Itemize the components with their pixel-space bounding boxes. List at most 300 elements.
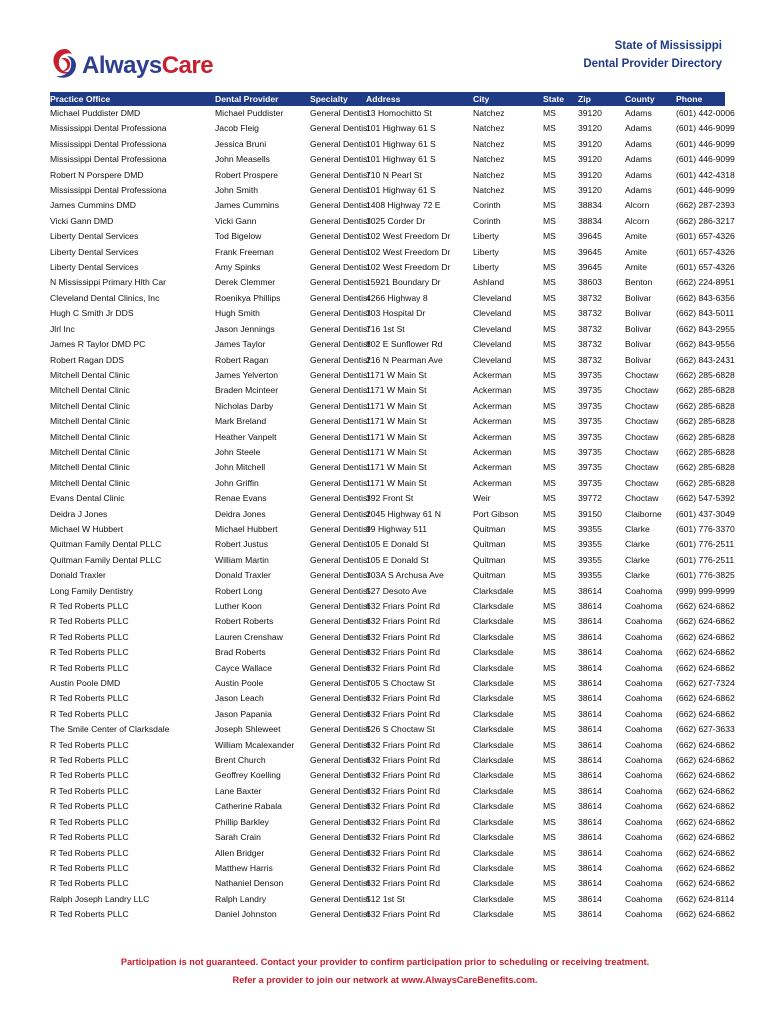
cell-dental-provider: Deidra Jones (215, 508, 266, 519)
cell-zip: 38614 (578, 755, 602, 766)
cell-address: 512 1st St (366, 893, 405, 904)
cell-state: MS (543, 693, 556, 704)
cell-zip: 39645 (578, 246, 602, 257)
cell-specialty: General Dentist (310, 308, 370, 319)
logo-swirl-icon (50, 46, 80, 82)
cell-phone: (662) 285-6828 (676, 477, 735, 488)
cell-practice-office: Mitchell Dental Clinic (50, 400, 130, 411)
cell-dental-provider: Luther Koon (215, 601, 262, 611)
cell-address: 632 Friars Point Rd (366, 631, 441, 642)
cell-city: Natchez (473, 169, 505, 180)
cell-practice-office: Michael W Hubbert (50, 523, 124, 534)
cell-city: Cleveland (473, 308, 512, 319)
cell-dental-provider: Tod Bigelow (215, 231, 262, 242)
cell-state: MS (543, 862, 556, 873)
cell-address: 1171 W Main St (366, 462, 427, 473)
table-row (50, 353, 725, 368)
cell-dental-provider: Jacob Fleig (215, 123, 259, 134)
cell-phone: (662) 624-6862 (676, 862, 735, 873)
table-row (50, 599, 725, 614)
cell-zip: 39735 (578, 369, 602, 380)
cell-practice-office: Mississippi Dental Professiona (50, 123, 167, 134)
cell-phone: (601) 442-4318 (676, 169, 735, 180)
cell-phone: (662) 547-5392 (676, 493, 735, 504)
participation-disclaimer: Participation is not guaranteed. Contact your provider to confirm participation prior to scheduling or receiving treatment. (120, 957, 650, 967)
cell-specialty: General Dentist (310, 847, 370, 858)
cell-city: Ackerman (473, 462, 512, 473)
cell-address: 1171 W Main St (366, 431, 427, 442)
column-header-phone: Phone (676, 92, 725, 106)
cell-phone: (662) 287-2393 (676, 200, 735, 211)
cell-address: 15921 Boundary Dr (366, 277, 441, 288)
table-row (50, 260, 725, 275)
cell-dental-provider: Donald Traxler (215, 570, 271, 581)
cell-state: MS (543, 801, 556, 812)
cell-specialty: General Dentist (310, 323, 370, 334)
cell-county: Bolivar (625, 292, 652, 303)
cell-city: Ackerman (473, 477, 512, 488)
cell-specialty: General Dentist (310, 662, 370, 673)
cell-county: Alcorn (625, 200, 650, 211)
cell-state: MS (543, 231, 556, 242)
cell-zip: 38614 (578, 816, 602, 827)
table-row (50, 491, 725, 506)
cell-practice-office: Jlrl Inc (50, 323, 75, 334)
column-header-address: Address (366, 92, 473, 106)
cell-phone: (662) 286-3217 (676, 215, 735, 226)
cell-county: Bolivar (625, 339, 652, 350)
cell-city: Clarksdale (473, 832, 514, 843)
cell-state: MS (543, 785, 556, 796)
cell-specialty: General Dentist (310, 909, 370, 920)
cell-state: MS (543, 493, 556, 504)
cell-practice-office: James Cummins DMD (50, 200, 136, 211)
cell-county: Adams (625, 169, 652, 180)
cell-specialty: General Dentist (310, 185, 370, 196)
cell-state: MS (543, 262, 556, 273)
cell-specialty: General Dentist (310, 292, 370, 303)
cell-dental-provider: Jason Jennings (215, 323, 275, 334)
cell-dental-provider: Matthew Harris (215, 862, 273, 873)
cell-address: 99 Highway 511 (366, 523, 427, 534)
cell-zip: 38614 (578, 832, 602, 843)
cell-phone: (662) 624-6862 (676, 770, 735, 781)
cell-city: Clarksdale (473, 708, 514, 719)
cell-state: MS (543, 369, 556, 380)
cell-phone: (601) 446-9099 (676, 185, 735, 196)
cell-state: MS (543, 123, 556, 134)
cell-county: Choctaw (625, 431, 659, 442)
cell-county: Choctaw (625, 369, 659, 380)
cell-city: Clarksdale (473, 647, 514, 658)
column-header-practice-office: Practice Office (50, 92, 215, 106)
cell-county: Bolivar (625, 323, 652, 334)
cell-practice-office: Mitchell Dental Clinic (50, 431, 130, 442)
cell-phone: (662) 843-2955 (676, 323, 735, 334)
cell-dental-provider: Jason Leach (215, 693, 264, 704)
cell-state: MS (543, 554, 556, 565)
table-row (50, 568, 725, 583)
cell-specialty: General Dentist (310, 277, 370, 288)
cell-address: 1171 W Main St (366, 369, 427, 380)
cell-address: 632 Friars Point Rd (366, 739, 441, 750)
cell-state: MS (543, 770, 556, 781)
cell-dental-provider: Daniel Johnston (215, 909, 277, 920)
table-row (50, 830, 725, 845)
cell-zip: 39735 (578, 416, 602, 427)
cell-specialty: General Dentist (310, 369, 370, 380)
cell-practice-office: N Mississippi Primary Hlth Car (50, 277, 167, 288)
cell-zip: 38614 (578, 601, 602, 611)
cell-city: Liberty (473, 246, 499, 257)
cell-city: Quitman (473, 523, 506, 534)
table-row (50, 507, 725, 522)
cell-county: Amite (625, 246, 647, 257)
cell-specialty: General Dentist (310, 231, 370, 242)
cell-city: Weir (473, 493, 491, 504)
cell-city: Quitman (473, 554, 506, 565)
table-row (50, 645, 725, 660)
cell-dental-provider: Catherine Rabala (215, 801, 282, 812)
cell-zip: 39120 (578, 154, 602, 165)
cell-phone: (601) 776-2511 (676, 554, 735, 565)
cell-city: Clarksdale (473, 801, 514, 812)
alwayscare-logo (50, 44, 214, 90)
cell-address: 101 Highway 61 S (366, 138, 436, 149)
table-row (50, 152, 725, 167)
cell-phone: (662) 843-5011 (676, 308, 735, 319)
cell-address: 303A S Archusa Ave (366, 570, 444, 581)
cell-state: MS (543, 647, 556, 658)
table-row (50, 753, 725, 768)
cell-dental-provider: Heather Vanpelt (215, 431, 277, 442)
cell-practice-office: Robert N Porspere DMD (50, 169, 144, 180)
cell-specialty: General Dentist (310, 893, 370, 904)
table-row (50, 630, 725, 645)
cell-specialty: General Dentist (310, 708, 370, 719)
cell-dental-provider: Hugh Smith (215, 308, 260, 319)
cell-state: MS (543, 339, 556, 350)
cell-zip: 38614 (578, 878, 602, 889)
cell-county: Adams (625, 123, 652, 134)
cell-county: Coahoma (625, 893, 663, 904)
cell-zip: 39645 (578, 262, 602, 273)
cell-dental-provider: Mark Breland (215, 416, 267, 427)
cell-phone: (662) 285-6828 (676, 416, 735, 427)
cell-county: Coahoma (625, 601, 663, 611)
logo-wordmark (82, 52, 213, 80)
cell-address: 632 Friars Point Rd (366, 770, 441, 781)
cell-practice-office: Vicki Gann DMD (50, 215, 114, 226)
cell-zip: 38614 (578, 708, 602, 719)
cell-dental-provider: Robert Roberts (215, 616, 274, 627)
cell-zip: 38614 (578, 631, 602, 642)
cell-address: 1171 W Main St (366, 385, 427, 396)
cell-specialty: General Dentist (310, 108, 370, 118)
cell-phone: (601) 446-9099 (676, 123, 735, 134)
cell-dental-provider: James Taylor (215, 339, 266, 350)
cell-specialty: General Dentist (310, 262, 370, 273)
cell-county: Coahoma (625, 647, 663, 658)
cell-dental-provider: Geoffrey Koelling (215, 770, 281, 781)
cell-county: Coahoma (625, 724, 663, 735)
cell-practice-office: R Ted Roberts PLLC (50, 647, 129, 658)
cell-address: 1171 W Main St (366, 416, 427, 427)
cell-county: Adams (625, 108, 652, 118)
cell-practice-office: R Ted Roberts PLLC (50, 909, 129, 920)
cell-state: MS (543, 108, 556, 118)
document-title-state: State of Mississippi (614, 40, 722, 52)
cell-address: 13 Homochitto St (366, 108, 432, 118)
cell-city: Clarksdale (473, 878, 514, 889)
cell-state: MS (543, 200, 556, 211)
cell-state: MS (543, 539, 556, 550)
cell-state: MS (543, 893, 556, 904)
cell-address: 4266 Highway 8 (366, 292, 428, 303)
cell-state: MS (543, 523, 556, 534)
cell-specialty: General Dentist (310, 508, 370, 519)
cell-city: Clarksdale (473, 585, 514, 596)
cell-phone: (662) 624-6862 (676, 693, 735, 704)
cell-address: 632 Friars Point Rd (366, 832, 441, 843)
table-row (50, 121, 725, 136)
cell-practice-office: Mississippi Dental Professiona (50, 154, 167, 165)
cell-county: Coahoma (625, 678, 663, 689)
cell-specialty: General Dentist (310, 354, 370, 365)
cell-zip: 39735 (578, 446, 602, 457)
cell-specialty: General Dentist (310, 215, 370, 226)
cell-dental-provider: Phillip Barkley (215, 816, 269, 827)
cell-phone: (601) 657-4326 (676, 262, 735, 273)
cell-practice-office: Mitchell Dental Clinic (50, 477, 130, 488)
cell-city: Clarksdale (473, 601, 514, 611)
cell-county: Coahoma (625, 785, 663, 796)
cell-state: MS (543, 585, 556, 596)
cell-practice-office: R Ted Roberts PLLC (50, 616, 129, 627)
cell-specialty: General Dentist (310, 554, 370, 565)
table-row (50, 861, 725, 876)
cell-state: MS (543, 185, 556, 196)
table-row (50, 722, 725, 737)
cell-county: Bolivar (625, 354, 652, 365)
cell-specialty: General Dentist (310, 816, 370, 827)
cell-dental-provider: John Steele (215, 446, 261, 457)
table-row (50, 784, 725, 799)
cell-zip: 38614 (578, 739, 602, 750)
cell-dental-provider: Robert Justus (215, 539, 269, 550)
cell-address: 716 1st St (366, 323, 405, 334)
cell-dental-provider: Roenikya Phillips (215, 292, 281, 303)
table-row (50, 291, 725, 306)
cell-county: Adams (625, 138, 652, 149)
cell-specialty: General Dentist (310, 200, 370, 211)
cell-zip: 38614 (578, 724, 602, 735)
cell-city: Ackerman (473, 446, 512, 457)
cell-county: Coahoma (625, 832, 663, 843)
cell-phone: (662) 285-6828 (676, 462, 735, 473)
cell-practice-office: Robert Ragan DDS (50, 354, 125, 365)
table-header-row (50, 92, 725, 106)
cell-state: MS (543, 631, 556, 642)
table-row (50, 183, 725, 198)
cell-county: Choctaw (625, 493, 659, 504)
table-row (50, 815, 725, 830)
cell-dental-provider: John Griffin (215, 477, 259, 488)
cell-county: Choctaw (625, 446, 659, 457)
cell-city: Port Gibson (473, 508, 519, 519)
cell-phone: (601) 776-2511 (676, 539, 735, 550)
logo-wordmark-part1: Always (82, 52, 162, 79)
cell-address: 392 Front St (366, 493, 414, 504)
cell-specialty: General Dentist (310, 477, 370, 488)
cell-phone: (601) 446-9099 (676, 154, 735, 165)
cell-zip: 38732 (578, 308, 602, 319)
cell-state: MS (543, 755, 556, 766)
table-row (50, 106, 725, 121)
cell-state: MS (543, 354, 556, 365)
cell-practice-office: Mitchell Dental Clinic (50, 385, 130, 396)
cell-address: 102 West Freedom Dr (366, 231, 451, 242)
cell-practice-office: Quitman Family Dental PLLC (50, 539, 162, 550)
cell-zip: 39645 (578, 231, 602, 242)
cell-state: MS (543, 601, 556, 611)
cell-specialty: General Dentist (310, 446, 370, 457)
cell-phone: (601) 776-3370 (676, 523, 735, 534)
cell-address: 101 Highway 61 S (366, 123, 436, 134)
cell-practice-office: R Ted Roberts PLLC (50, 847, 129, 858)
cell-city: Clarksdale (473, 693, 514, 704)
cell-specialty: General Dentist (310, 385, 370, 396)
cell-zip: 38614 (578, 647, 602, 658)
cell-zip: 38732 (578, 354, 602, 365)
cell-address: 632 Friars Point Rd (366, 847, 441, 858)
cell-county: Coahoma (625, 662, 663, 673)
cell-address: 101 Highway 61 S (366, 185, 436, 196)
cell-zip: 39735 (578, 400, 602, 411)
cell-state: MS (543, 215, 556, 226)
cell-city: Clarksdale (473, 755, 514, 766)
cell-dental-provider: Austin Poole (215, 678, 264, 689)
cell-city: Clarksdale (473, 739, 514, 750)
cell-city: Ackerman (473, 385, 512, 396)
cell-practice-office: Hugh C Smith Jr DDS (50, 308, 134, 319)
cell-state: MS (543, 832, 556, 843)
cell-dental-provider: Brad Roberts (215, 647, 266, 658)
cell-practice-office: R Ted Roberts PLLC (50, 785, 129, 796)
cell-specialty: General Dentist (310, 169, 370, 180)
cell-phone: (662) 624-6862 (676, 785, 735, 796)
table-row (50, 214, 725, 229)
cell-specialty: General Dentist (310, 631, 370, 642)
cell-specialty: General Dentist (310, 462, 370, 473)
cell-address: 105 E Donald St (366, 554, 429, 565)
cell-specialty: General Dentist (310, 339, 370, 350)
cell-city: Clarksdale (473, 847, 514, 858)
cell-zip: 38614 (578, 770, 602, 781)
table-row (50, 198, 725, 213)
cell-specialty: General Dentist (310, 862, 370, 873)
cell-zip: 38614 (578, 785, 602, 796)
cell-specialty: General Dentist (310, 400, 370, 411)
cell-specialty: General Dentist (310, 585, 370, 596)
cell-dental-provider: Brent Church (215, 755, 266, 766)
cell-phone: (662) 624-8114 (676, 893, 735, 904)
table-row (50, 229, 725, 244)
cell-city: Natchez (473, 123, 505, 134)
cell-state: MS (543, 400, 556, 411)
cell-county: Benton (625, 277, 653, 288)
cell-specialty: General Dentist (310, 431, 370, 442)
cell-phone: (662) 843-6356 (676, 292, 735, 303)
cell-address: 101 Highway 61 S (366, 154, 436, 165)
cell-zip: 39355 (578, 539, 602, 550)
cell-dental-provider: Robert Long (215, 585, 263, 596)
cell-address: 632 Friars Point Rd (366, 785, 441, 796)
cell-phone: (662) 224-8951 (676, 277, 735, 288)
cell-county: Clarke (625, 523, 650, 534)
cell-practice-office: Evans Dental Clinic (50, 493, 125, 504)
column-header-city: City (473, 92, 543, 106)
cell-practice-office: Mitchell Dental Clinic (50, 462, 130, 473)
cell-city: Clarksdale (473, 785, 514, 796)
cell-city: Ackerman (473, 369, 512, 380)
cell-zip: 38614 (578, 909, 602, 920)
cell-state: MS (543, 570, 556, 581)
cell-city: Cleveland (473, 292, 512, 303)
cell-dental-provider: James Cummins (215, 200, 279, 211)
cell-practice-office: Mississippi Dental Professiona (50, 185, 167, 196)
cell-zip: 39735 (578, 385, 602, 396)
cell-state: MS (543, 477, 556, 488)
cell-zip: 38614 (578, 693, 602, 704)
cell-practice-office: Deidra J Jones (50, 508, 108, 519)
cell-city: Natchez (473, 154, 505, 165)
cell-dental-provider: Allen Bridger (215, 847, 265, 858)
cell-specialty: General Dentist (310, 770, 370, 781)
cell-city: Natchez (473, 185, 505, 196)
cell-city: Quitman (473, 570, 506, 581)
table-row (50, 691, 725, 706)
cell-practice-office: R Ted Roberts PLLC (50, 601, 129, 611)
cell-dental-provider: William Mcalexander (215, 739, 295, 750)
cell-zip: 38614 (578, 616, 602, 627)
cell-county: Adams (625, 154, 652, 165)
cell-practice-office: The Smile Center of Clarksdale (50, 724, 170, 735)
cell-address: 632 Friars Point Rd (366, 909, 441, 920)
cell-address: 216 N Pearman Ave (366, 354, 443, 365)
cell-zip: 38614 (578, 678, 602, 689)
cell-state: MS (543, 246, 556, 257)
table-row (50, 537, 725, 552)
cell-address: 705 S Choctaw St (366, 678, 435, 689)
cell-practice-office: Liberty Dental Services (50, 231, 139, 242)
cell-specialty: General Dentist (310, 693, 370, 704)
cell-zip: 39120 (578, 108, 602, 118)
cell-state: MS (543, 708, 556, 719)
cell-county: Choctaw (625, 400, 659, 411)
cell-address: 632 Friars Point Rd (366, 708, 441, 719)
cell-dental-provider: Lane Baxter (215, 785, 262, 796)
cell-zip: 39355 (578, 570, 602, 581)
cell-state: MS (543, 292, 556, 303)
column-header-dental-provider: Dental Provider (215, 92, 310, 106)
cell-specialty: General Dentist (310, 832, 370, 843)
cell-address: 632 Friars Point Rd (366, 862, 441, 873)
cell-zip: 38614 (578, 801, 602, 812)
table-row (50, 306, 725, 321)
cell-state: MS (543, 308, 556, 319)
cell-specialty: General Dentist (310, 739, 370, 750)
